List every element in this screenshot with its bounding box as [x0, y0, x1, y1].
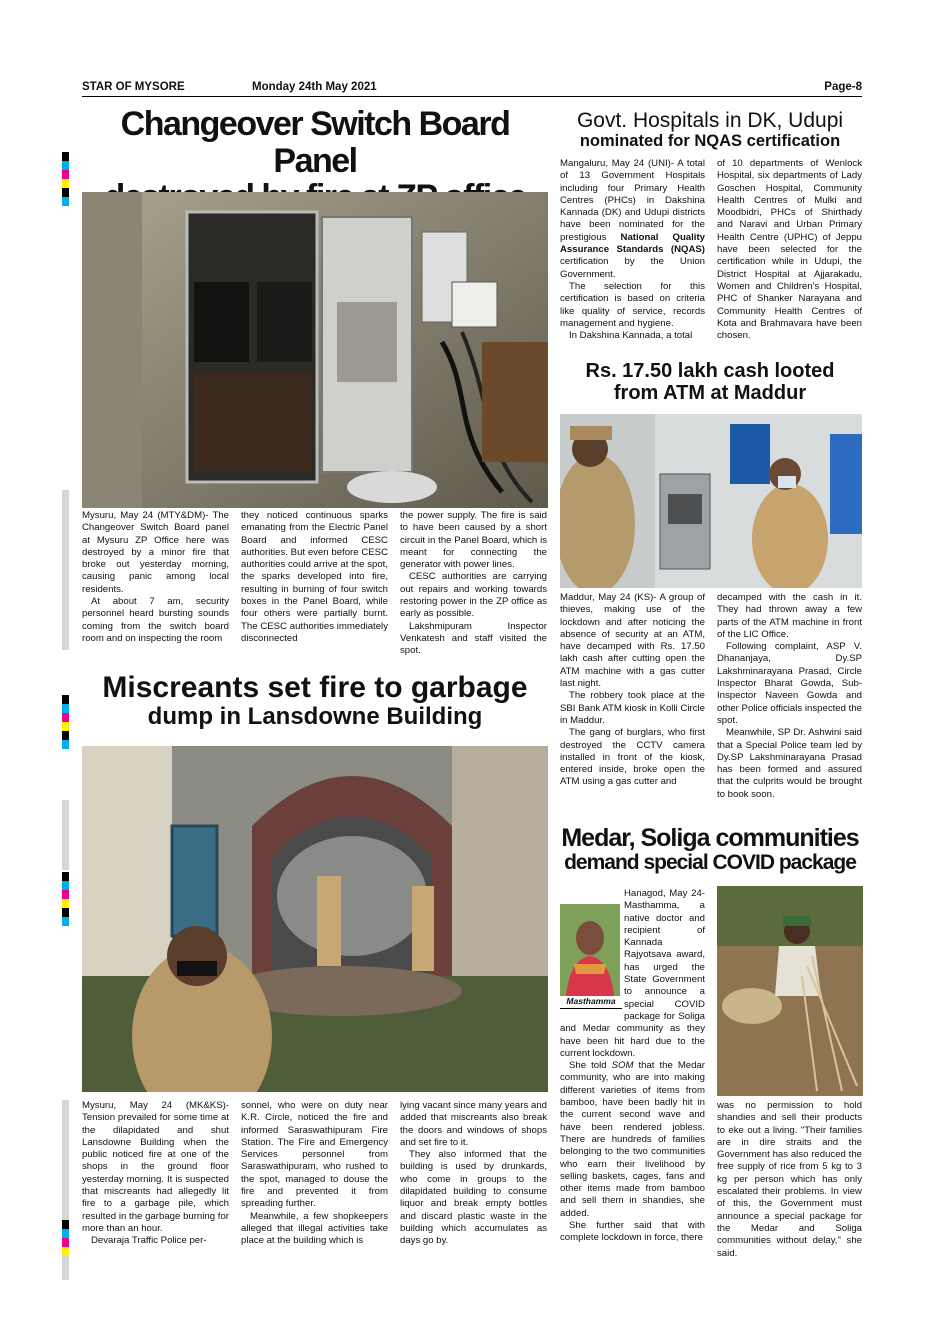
- color-registration-strip: [62, 1220, 69, 1256]
- story4-headline: [80, 672, 550, 730]
- color-registration-strip: [62, 695, 69, 749]
- story3-column2: decamped with the cash in it. They had thrown away a few parts of the ATM machine in front of the LIC Office. Following complaint, ASP V. Dhananjaya, Dy.SP Lakshminarayana Prasad, Circle Inspector Bharat Gowda, Sub-Inspector Naveen Gowda and other Police officials inspected the spot. Meanwhile, SP Dr. Ashwini said that a Special Police team led by Dy.SP Lakshminarayana Prasad has been formed and assured that the culprits would be brought to book soon.: [717, 592, 862, 800]
- story1-column1: Mysuru, May 24 (MTY&DM)- The Changeover Switch Board panel at Mysuru ZP Office here was destroyed by a minor fire that broke out yesterday morning, causing panic among local residents. At about 7 am, security personnel heard bursting sounds coming from the switch board room and on inspecting the room: [82, 510, 229, 644]
- page-masthead: [82, 80, 862, 97]
- story2-headline-line2: nominated for NQAS certification: [579, 131, 841, 150]
- story5-headline-line1: Medar, Soliga communities: [561, 824, 859, 852]
- story4-column2: sonnel, who were on duty near K.R. Circle, noticed the fire and informed Saraswathipuram Fire Station. The Fire and Emergency Services personnel from Saraswathipuram, who rushed to the spot, managed to douse the fire and prevented it from spreading further. Meanwhile, a few shopkeepers alleged that illegal activities take place at the building which is: [241, 1100, 388, 1247]
- atm-robbery-photo: [560, 414, 862, 588]
- color-registration-strip: [62, 152, 69, 206]
- issue-date: Monday 24th May 2021: [252, 81, 377, 93]
- story3-column1: Maddur, May 24 (KS)- A group of thieves, making use of the lockdown and after noticing the absence of security at an ATM, have decamped with Rs. 17.50 lakh cash after cutting open the ATM machine with a gas cutter last night. The robbery took place at the SBI Bank ATM kiosk in Kolli Circle in Maddur. The gang of burglars, who first destroyed the CCTV camera installed in front of the kiosk, entered inside, broke open the ATM using a gas cutter and: [560, 592, 705, 788]
- story4-headline-line1: Miscreants set fire to garbage: [102, 671, 528, 704]
- switchboard-fire-photo: [82, 192, 548, 508]
- story1-headline-line1: Changeover Switch Board Panel: [120, 105, 510, 180]
- grey-registration-strip: [62, 800, 69, 870]
- story5-headline: [557, 825, 863, 875]
- story2-headline-line1: Govt. Hospitals in DK, Udupi: [576, 109, 844, 132]
- story2-column2: of 10 departments of Wenlock Hospital, six departments of Lady Goschen Hospital, Community Health Centres of Mulki and Moodbidri, PHCs of Shirthady and Naravi and Urban Primary Health Centre (UPHC) of Jeppu have been selected for the certification while in Udupi, the District Hospital at Ajjarakadu, Women and Children's Hospital, PHC of Shanker Narayana and Community Health Centres of Kota and Brahmavara have been chosen.: [717, 158, 862, 342]
- story1-column3: the power supply. The fire is said to have been caused by a short circuit in the Panel Board, which is meant for connecting the generator with power lines. CESC authorities are carrying out repairs and working towards restoring power in the ZP office as early as possible. Lakshmipuram Inspector Venkatesh and staff visited the spot.: [400, 510, 547, 657]
- page-number: Page-8: [824, 81, 862, 93]
- color-registration-strip: [62, 872, 69, 926]
- garbage-fire-photo: [82, 746, 548, 1092]
- story3-headline-line1: Rs. 17.50 lakh cash looted: [585, 360, 835, 382]
- story4-headline-line2: dump in Lansdowne Building: [147, 703, 483, 731]
- photo-caption: Masthamma: [560, 996, 622, 1009]
- story2-headline: [557, 110, 863, 150]
- story1-column2: they noticed continuous sparks emanating from the Electric Panel Board and informed CESC authorities. But even before CESC authorities could arrive at the spot, the sparks developed into fire, resulting in burning of four switch boxes in the Panel Board, while four others were partially burnt. The CESC authorities immediately disconnected: [241, 510, 388, 644]
- story3-headline: [557, 361, 863, 404]
- bamboo-weaver-photo: [717, 886, 863, 1096]
- paper-name: STAR OF MYSORE: [82, 81, 185, 93]
- story3-headline-line2: from ATM at Maddur: [613, 381, 807, 404]
- story2-column1: Mangaluru, May 24 (UNI)- A total of 13 Government Hospitals including four Primary Health Centres (PHCs) in Dakshina Kannada (DK) and Udupi districts have been nominated for the prestigious National Quality Assurance Standards (NQAS) certification by the Union Government. The selection for this certification is based on criteria like quality of service, records management and hygiene. In Dakshina Kannada, a total: [560, 158, 705, 342]
- story5-column2: was no permission to hold shandies and sell their products to eke out a living. "Their families are in dire straits and the Government has also reduced the free supply of rice from 5 kg to 3 kg per person which has only escalated their problems. In view of this, the Government must announce a special package for the Medar and Soliga communities without delay," she said.: [717, 1100, 862, 1259]
- story4-column3: lying vacant since many years and added that miscreants also break the doors and windows of shops and set fire to it. They also informed that the building is used by drunkards, who come in groups to the dilapidated building to consume liquor and break empty bottles and discard plastic waste in the building which accumulates as days go by.: [400, 1100, 547, 1247]
- story4-column1: Mysuru, May 24 (MK&KS)- Tension prevailed for some time at the dilapidated and shut Lansdowne Building when the public noticed fire at one of the shops in the ground floor yesterday morning. It is suspected that miscreants had allegedly lit fire to a garbage pile, which resulted in the garbage burning for more than an hour. Devaraja Traffic Police per-: [82, 1100, 229, 1247]
- story5-column1: Hanagod, May 24- Masthamma, a native doctor and recipient of Kannada Rajyotsava award, has urged the State Government to announce a special COVID package for Soliga and Medar community as they have been hit hard due to the current lockdown. She told SOM that the Medar community, who are into making different varieties of items from bamboo, have been badly hit in the current second wave and have been rendered jobless. There are hundreds of families belonging to the two communities who earn their livelihood by selling baskets, cages, fans and other items made from bamboo and sell them in shandies, she added. She further said that with complete lockdown in force, there: [560, 888, 706, 1244]
- grey-registration-strip: [62, 490, 69, 650]
- story5-headline-line2: demand special COVID package: [564, 851, 856, 874]
